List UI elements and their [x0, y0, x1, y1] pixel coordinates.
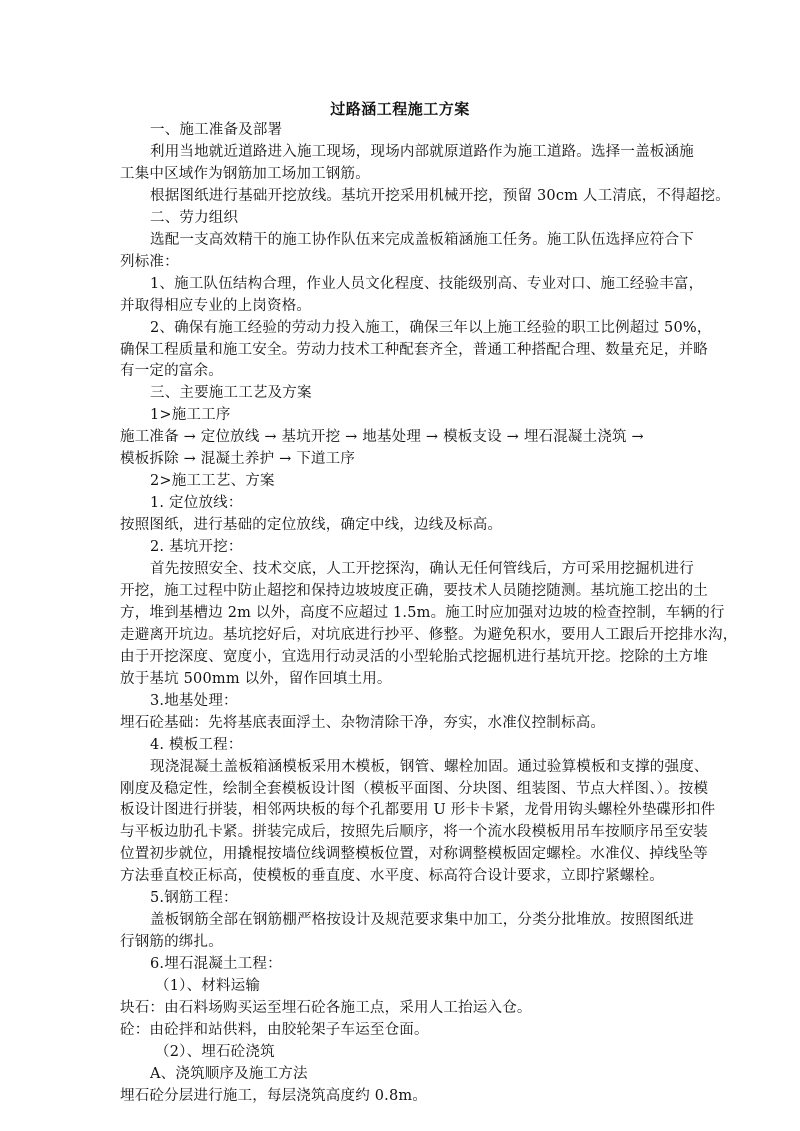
paragraph-line: 根据图纸进行基础开挖放线。基坑开挖采用机械开挖，预留 30cm 人工清底，不得超挖。 [150, 187, 730, 204]
paragraph-line: 模板拆除 → 混凝土养护 → 下道工序 [120, 451, 356, 468]
paragraph-line: 工集中区域作为钢筋加工场加工钢筋。 [120, 165, 370, 182]
paragraph-line: 按照图纸，进行基础的定位放线，确定中线，边线及标高。 [120, 517, 503, 534]
paragraph-line: 2>施工工艺、方案 [150, 473, 275, 490]
paragraph-line: 埋石砼分层进行施工，每层浇筑高度约 0.8m。 [120, 1087, 428, 1104]
paragraph-line: 方法垂直校正标高，使模板的垂直度、水平度、标高符合设计要求，立即拧紧螺栓。 [120, 868, 664, 885]
paragraph-line: 块石：由石料场购买运至埋石砼各施工点，采用人工抬运入仓。 [120, 1000, 532, 1016]
paragraph-line: 确保工程质量和施工安全。劳动力技术工种配套齐全，普通工种搭配合理、数量充足，并略 [120, 341, 708, 358]
paragraph-line: 放于基坑 500mm 以外，留作回填土用。 [120, 670, 392, 687]
paragraph-line: 列标准： [120, 253, 179, 270]
paragraph-line: 3.地基处理： [150, 692, 238, 709]
paragraph-line: 1、施工队伍结构合理，作业人员文化程度、技能级别高、专业对口、施工经验丰富， [150, 275, 704, 292]
paragraph-line: 三、主要施工工艺及方案 [150, 385, 312, 402]
paragraph-line: 选配一支高效精干的施工协作队伍来完成盖板箱涵施工任务。施工队伍选择应符合下 [150, 231, 694, 248]
paragraph-line: 4. 模板工程： [150, 736, 243, 753]
paragraph-line: 埋石砼基础：先将基底表面浮土、杂物清除干净，夯实，水准仪控制标高。 [120, 714, 606, 731]
paragraph-line: 2. 基坑开挖： [150, 539, 243, 556]
paragraph-line: 首先按照安全、技术交底，人工开挖探沟，确认无任何管线后，方可采用挖掘机进行 [150, 561, 694, 577]
paragraph-line: 6.埋石混凝土工程： [150, 956, 282, 973]
paragraph-line: 开挖，施工过程中防止超挖和保持边坡坡度正确，要技术人员随挖随测。基坑施工挖出的土 [120, 582, 708, 599]
paragraph-line: 由于开挖深度、宽度小，宜选用行动灵活的小型轮胎式挖掘机进行基坑开挖。挖除的土方堆 [120, 648, 708, 665]
paragraph-line: 方，堆到基槽边 2m 以外，高度不应超过 1.5m。施工时应加强对边坡的检查控制，车辆的行 [120, 604, 725, 621]
paragraph-line: 有一定的富余。 [120, 363, 223, 380]
paragraph-line: （1）、材料运输 [155, 978, 261, 995]
paragraph-line: 5.钢筋工程： [150, 890, 238, 907]
paragraph-line: 利用当地就近道路进入施工现场，现场内部就原道路作为施工道路。选择一盖板涵施 [150, 143, 694, 160]
paragraph-line: 1. 定位放线： [150, 495, 243, 512]
paragraph-line: 施工准备 → 定位放线 → 基坑开挖 → 地基处理 → 模板支设 → 埋石混凝土浇筑 → [120, 429, 644, 446]
paragraph-line: A、浇筑顺序及施工方法 [150, 1065, 308, 1082]
paragraph-line: 并取得相应专业的上岗资格。 [120, 297, 312, 314]
paragraph-line: 现浇混凝土盖板箱涵模板采用木模板，钢管、螺栓加固。通过验算模板和支撑的强度、 [150, 758, 709, 775]
paragraph-line: 位置初步就位，用撬棍按墙位线调整模板位置，对称调整模板固定螺栓。水准仪、掉线坠等 [120, 846, 708, 863]
paragraph-line: 一、施工准备及部署 [150, 122, 283, 138]
paragraph-line: 二、劳力组织 [150, 209, 239, 226]
paragraph-line: 走避离开坑边。基坑挖好后，对坑底进行抄平、修整。为避免积水，要用人工跟后开挖排水沟， [120, 626, 738, 643]
paragraph-line: 2、确保有施工经验的劳动力投入施工，确保三年以上施工经验的职工比例超过 50%， [150, 319, 712, 336]
paragraph-line: 砼：由砼拌和站供料，由胶轮架子车运至仓面。 [120, 1021, 429, 1038]
paragraph-line: 板设计图进行拼装，相邻两块板的每个孔都要用 U 形卡卡紧，龙骨用钩头螺栓外垫碟形扣件 [120, 802, 716, 819]
paragraph-line: 1>施工工序 [150, 407, 231, 424]
paragraph-line: 盖板钢筋全部在钢筋棚严格按设计及规范要求集中加工，分类分批堆放。按照图纸进 [150, 912, 694, 929]
paragraph-line: 行钢筋的绑扎。 [120, 934, 223, 951]
paragraph-line: 与平板边肋孔卡紧。拼装完成后，按照先后顺序，将一个流水段模板用吊车按顺序吊至安装 [120, 824, 708, 841]
paragraph-line: （2）、埋石砼浇筑 [155, 1043, 275, 1060]
document-title: 过路涵工程施工方案 [330, 100, 470, 118]
paragraph-line: 刚度及稳定性，绘制全套模板设计图（模板平面图、分块图、组装图、节点大样图、）。按模 [120, 780, 709, 797]
